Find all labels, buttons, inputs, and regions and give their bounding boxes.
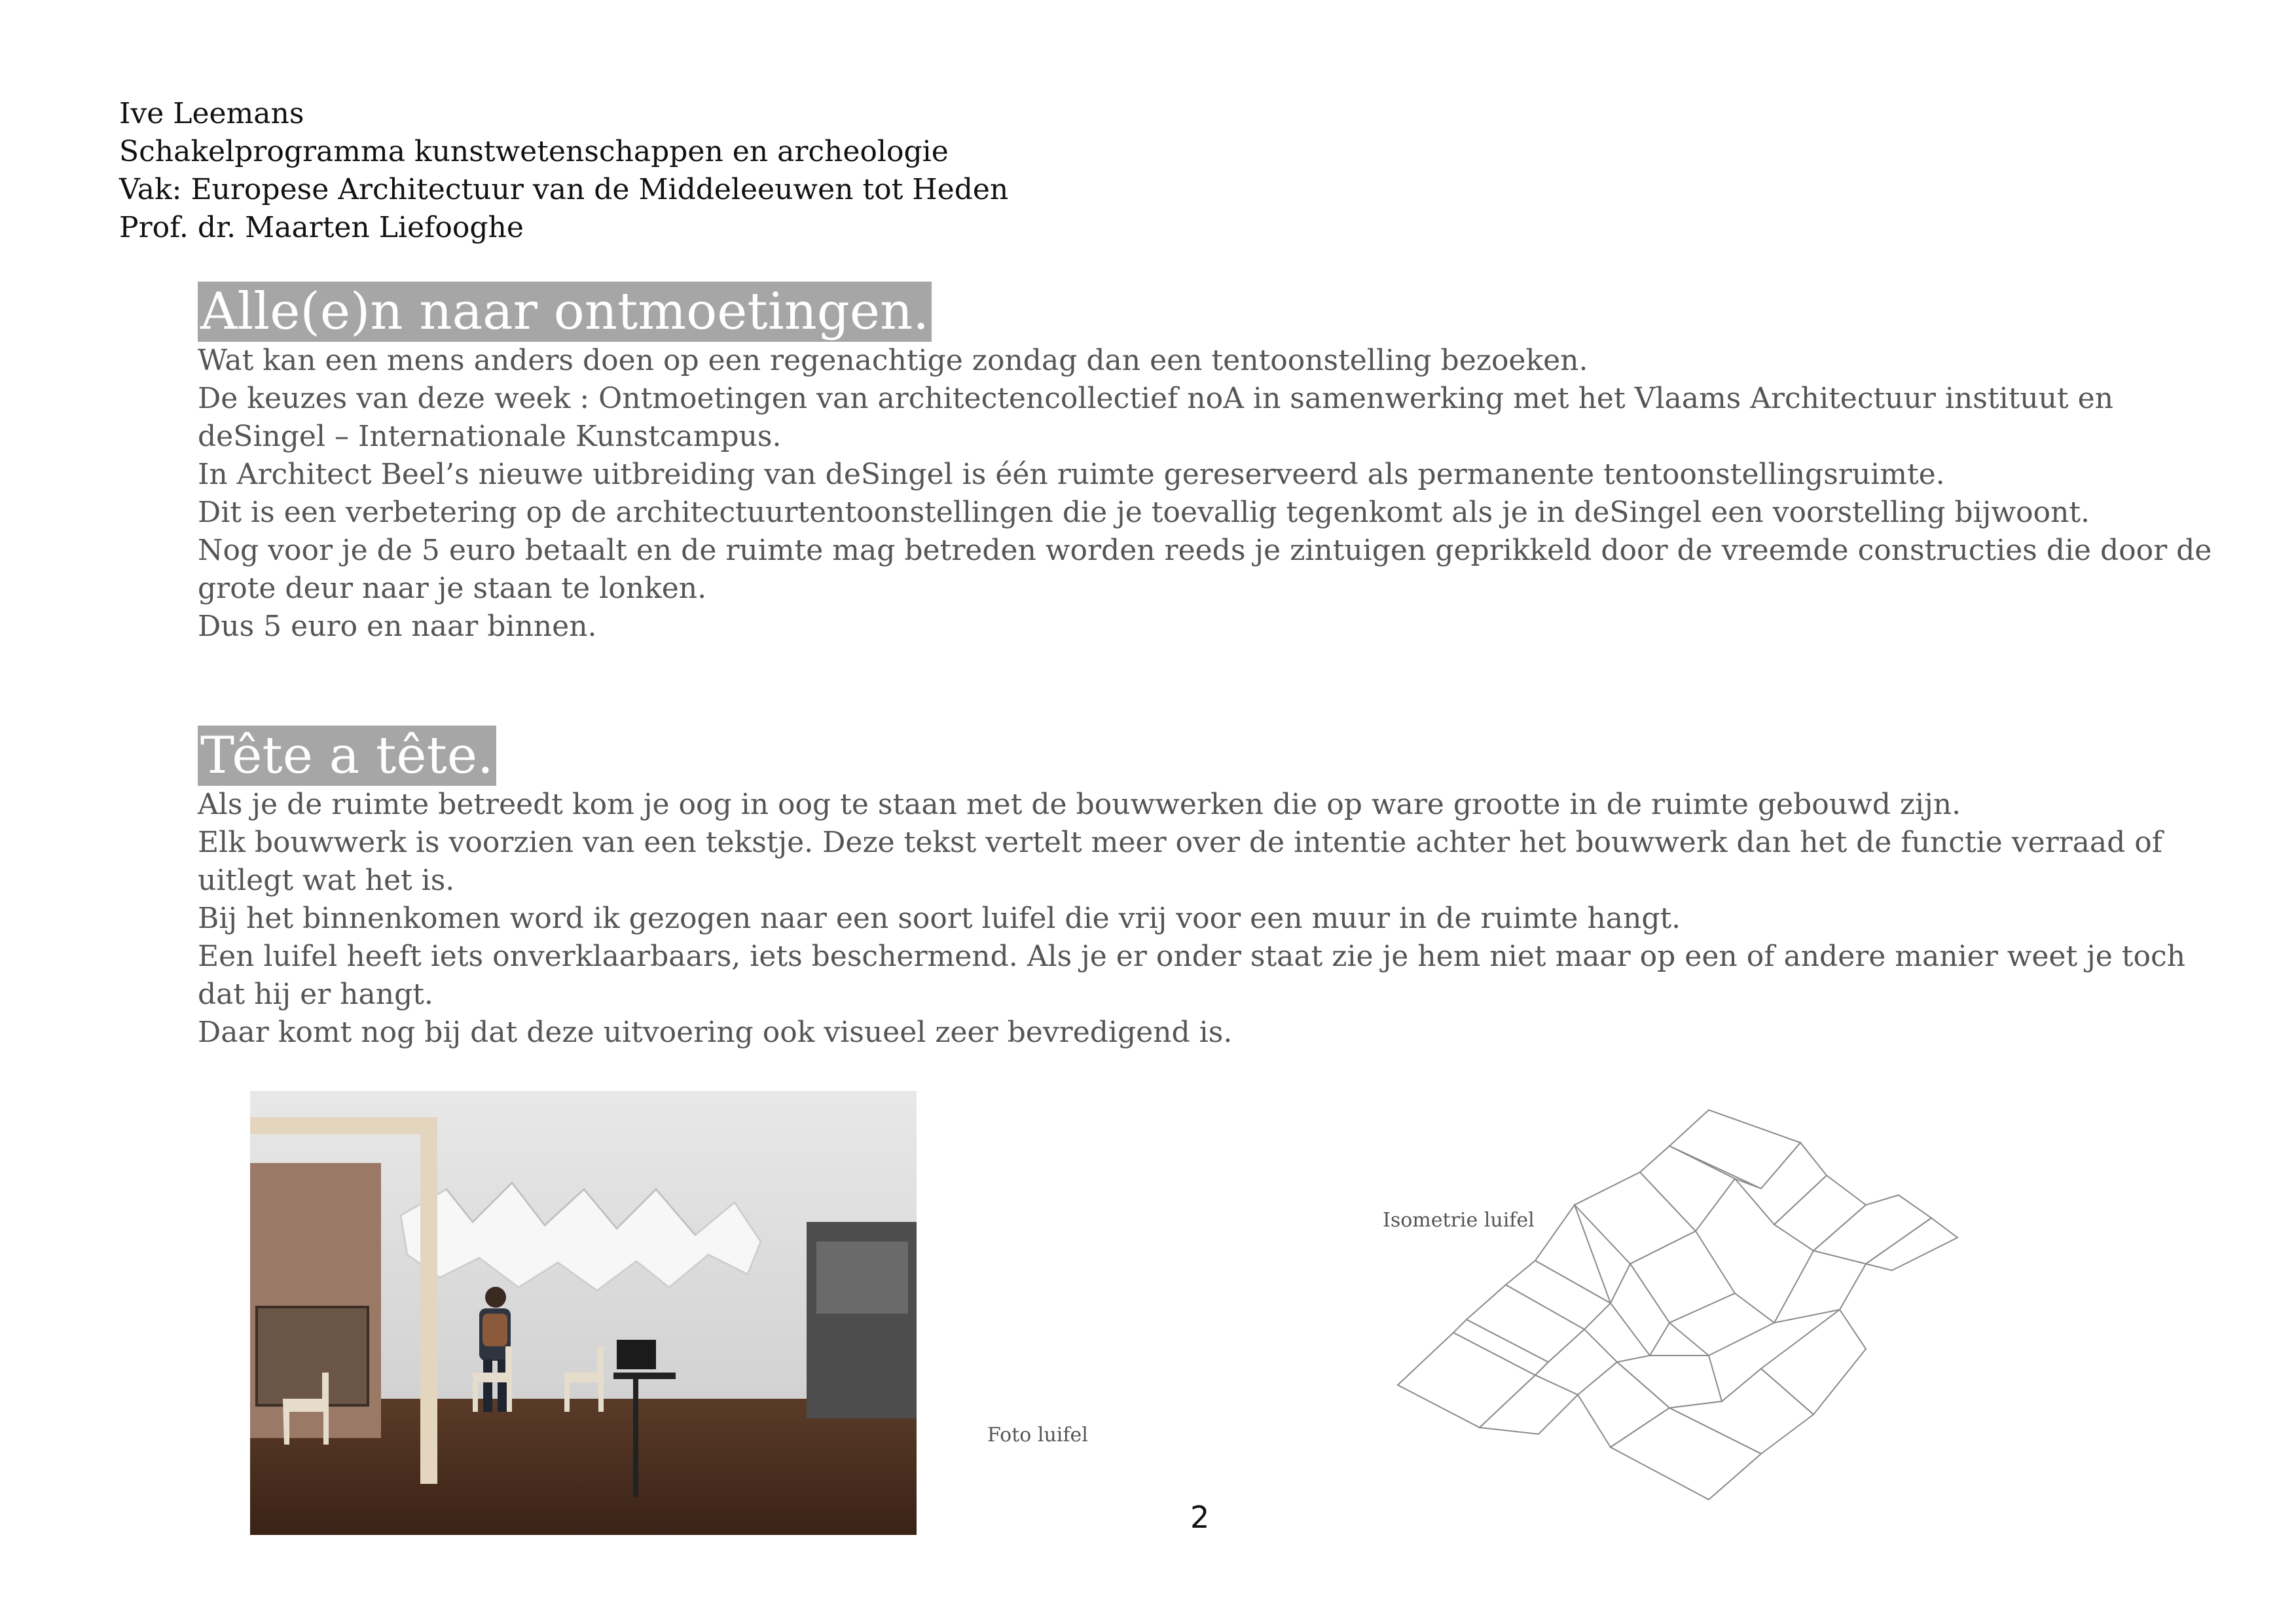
- paragraph: In Architect Beel’s nieuwe uitbreiding van deSingel is één ruimte gereserveerd als permanente tentoonstellingsruimte.: [198, 458, 1945, 491]
- canopy-isometry-drawing: [1394, 1107, 2023, 1526]
- document-header: [119, 95, 1008, 247]
- paragraph: Dus 5 euro en naar binnen.: [198, 610, 597, 643]
- canopy-photo-illustration: [250, 1091, 917, 1535]
- paragraph: Als je de ruimte betreedt kom je oog in oog te staan met de bouwwerken die op ware grootte in de ruimte gebouwd zijn.: [198, 788, 1961, 821]
- paragraph: Een luifel heeft iets onverklaarbaars, iets beschermend. Als je er onder staat zie je hem niet maar op een of andere manier weet je toch dat hij er hangt.: [198, 940, 2185, 1011]
- paragraph: Wat kan een mens anders doen op een regenachtige zondag dan een tentoonstelling bezoeken.: [198, 344, 1588, 377]
- paragraph: Dit is een verbetering op de architectuurtentoonstellingen die je toevallig tegenkomt als je in deSingel een voorstelling bijwoont.: [198, 496, 2090, 529]
- section-title: Alle(e)n naar ontmoetingen.: [198, 282, 932, 342]
- author-name: Ive Leemans: [119, 97, 304, 130]
- section-body: [198, 342, 2240, 646]
- course-name: Vak: Europese Architectuur van de Middeleeuwen tot Heden: [119, 173, 1009, 206]
- paragraph: De keuzes van deze week : Ontmoetingen van architectencollectief noA in samenwerking met het Vlaams Architectuur instituut en deSingel – Internationale Kunstcampus.: [198, 382, 2113, 453]
- program-name: Schakelprogramma kunstwetenschappen en archeologie: [119, 135, 949, 168]
- section-tete-a-tete: [198, 726, 2240, 1052]
- isometry-caption: Isometrie luifel: [1383, 1209, 1535, 1232]
- photo-caption: Foto luifel: [987, 1424, 1088, 1447]
- paragraph: Bij het binnenkomen word ik gezogen naar een soort luifel die vrij voor een muur in de ruimte hangt.: [198, 902, 1681, 935]
- professor-name: Prof. dr. Maarten Liefooghe: [119, 211, 524, 244]
- section-title: Tête a tête.: [198, 726, 496, 786]
- section-ontmoetingen: [198, 282, 2240, 646]
- paragraph: Elk bouwwerk is voorzien van een tekstje. Deze tekst vertelt meer over de intentie achter het bouwwerk dan het de functie verraad of uitlegt wat het is.: [198, 826, 2163, 897]
- paragraph: Daar komt nog bij dat deze uitvoering ook visueel zeer bevredigend is.: [198, 1016, 1233, 1049]
- page-number: 2: [1190, 1500, 1210, 1535]
- canopy-photo: [250, 1091, 917, 1535]
- section-body: [198, 786, 2240, 1052]
- paragraph: Nog voor je de 5 euro betaalt en de ruimte mag betreden worden reeds je zintuigen geprikkeld door de vreemde constructies die door de grote deur naar je staan te lonken.: [198, 534, 2212, 605]
